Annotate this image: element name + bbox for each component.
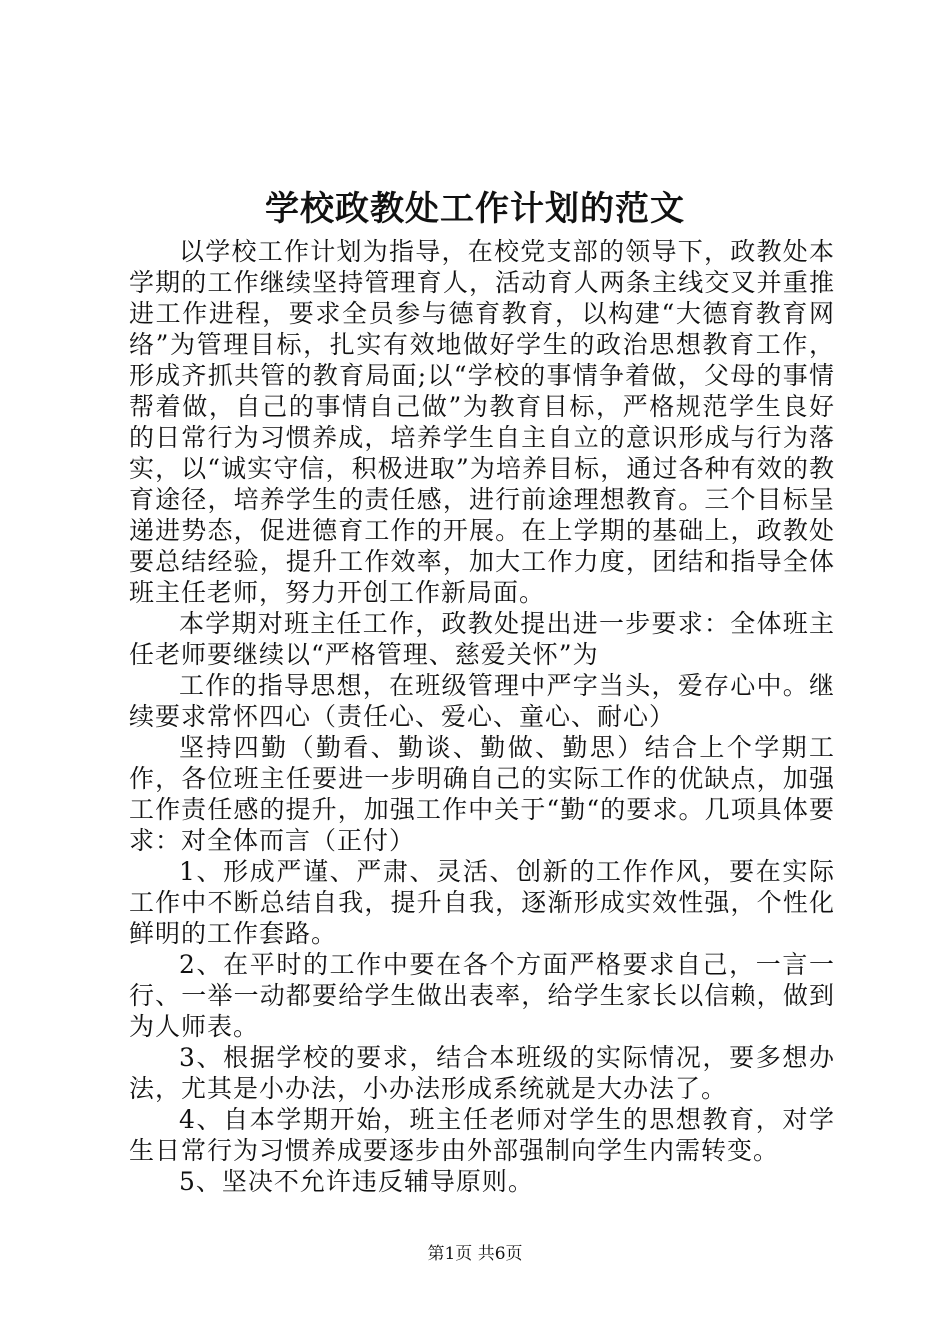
list-item-4: 4、自本学期开始，班主任老师对学生的思想教育，对学生日常行为习惯养成要逐步由外部强制向学生内需转变。 [129, 1105, 835, 1165]
document-title: 学校政教处工作计划的范文 [265, 189, 685, 229]
list-item-5: 5、坚决不允许违反辅导原则。 [179, 1167, 534, 1196]
list-item-2: 2、在平时的工作中要在各个方面严格要求自己，一言一行、一举一动都要给学生做出表率，给学生家长以信赖，做到为人师表。 [129, 950, 835, 1041]
paragraph-four-diligences: 坚持四勤（勤看、勤谈、勤做、勤思）结合上个学期工作，各位班主任要进一步明确自己的实际工作的优缺点，加强工作责任感的提升，加强工作中关于“勤“的要求。几项具体要求：对全体而言（正付） [129, 733, 835, 855]
document-body [129, 236, 835, 1197]
list-item-1: 1、形成严谨、严肃、灵活、创新的工作作风，要在实际工作中不断总结自我，提升自我，逐渐形成实效性强，个性化鲜明的工作套路。 [129, 857, 835, 948]
page-number-footer: 第1页 共6页 [427, 1244, 523, 1264]
paragraph-intro: 以学校工作计划为指导，在校党支部的领导下，政教处本学期的工作继续坚持管理育人，活动育人两条主线交叉并重推进工作进程，要求全员参与德育教育，以构建“大德育教育网络”为管理目标，扎实有效地做好学生的政治思想教育工作，形成齐抓共管的教育局面;以“学校的事情争着做，父母的事情帮着做，自己的事情自己做”为教育目标，严格规范学生良好的日常行为习惯养成，培养学生自主自立的意识形成与行为落实，以“诚实守信，积极进取”为培养目标，通过各种有效的教育途径，培养学生的责任感，进行前途理想教育。三个目标呈递进势态，促进德育工作的开展。在上学期的基础上，政教处要总结经验，提升工作效率，加大工作力度，团结和指导全体班主任老师，努力开创工作新局面。 [129, 237, 835, 607]
list-item-3: 3、根据学校的要求，结合本班级的实际情况，要多想办法，尤其是小办法，小办法形成系统就是大办法了。 [129, 1043, 835, 1103]
paragraph-head-teacher-requirements: 本学期对班主任工作，政教处提出进一步要求：全体班主任老师要继续以“严格管理、慈爱关怀”为 [129, 609, 835, 669]
paragraph-guiding-idea: 工作的指导思想，在班级管理中严字当头，爱存心中。继续要求常怀四心（责任心、爱心、童心、耐心） [129, 671, 835, 731]
